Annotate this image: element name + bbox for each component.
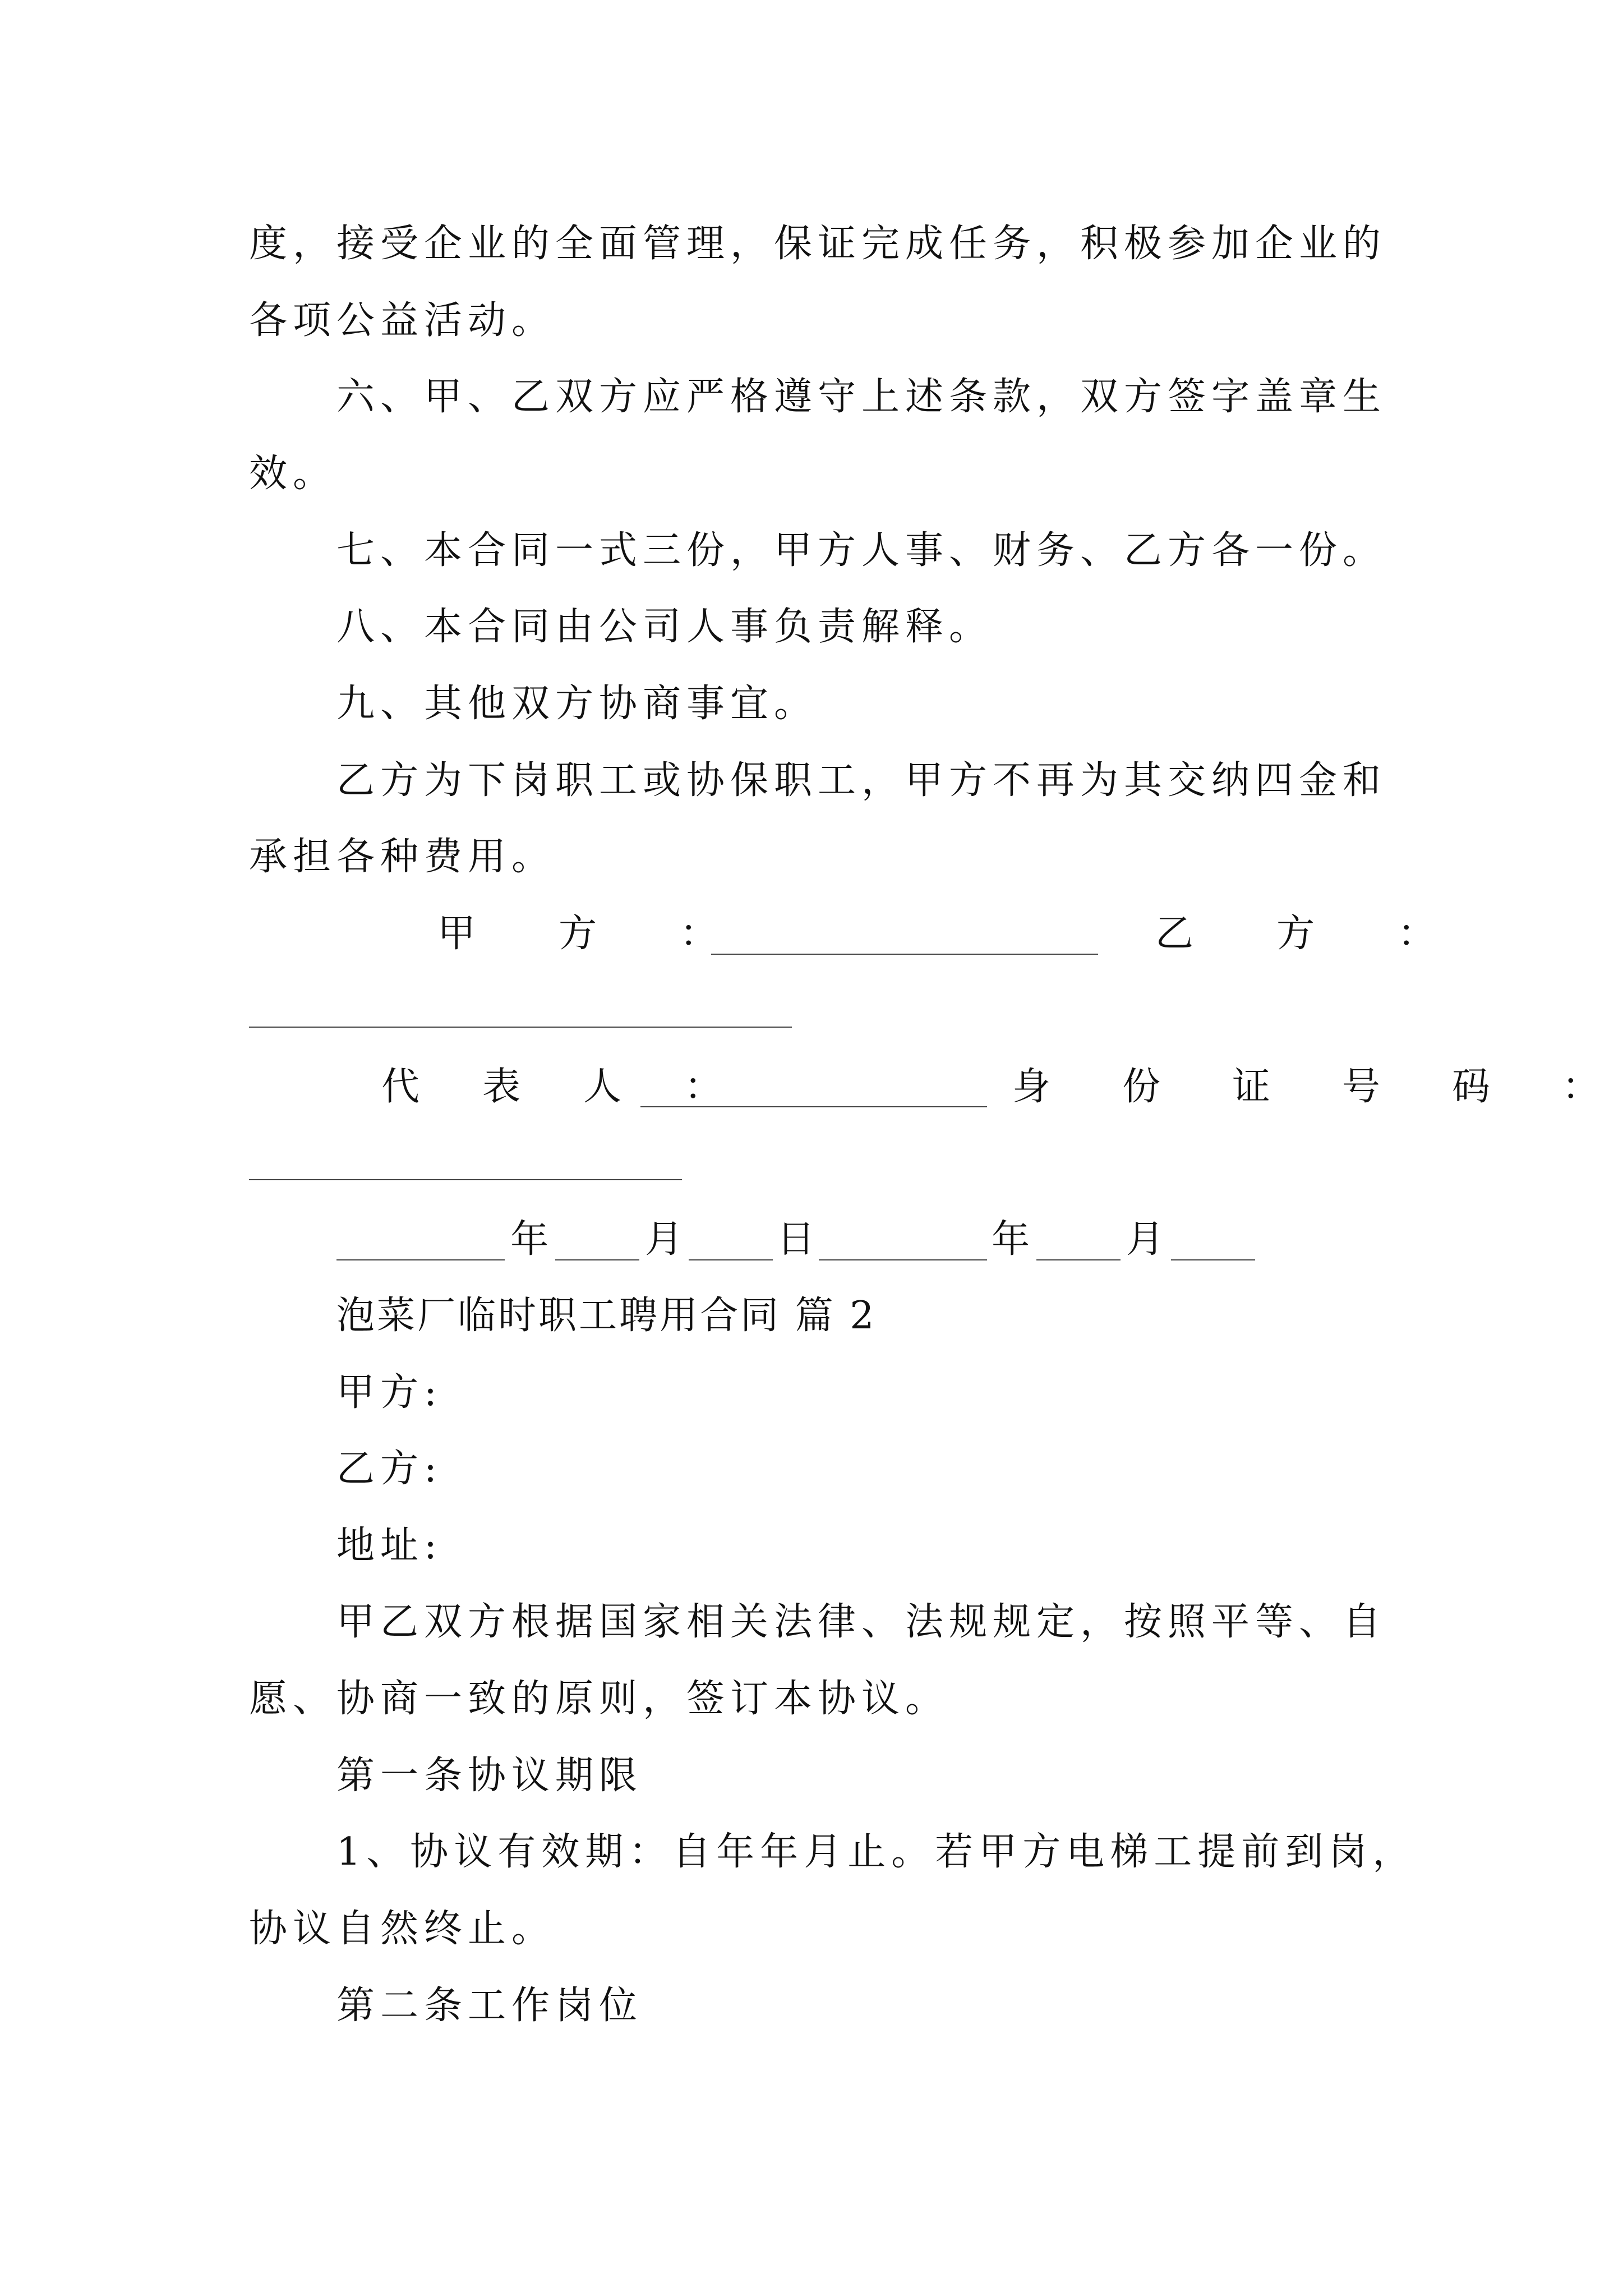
party-b-label: 乙 方 ：	[1155, 912, 1459, 956]
paragraph-line: 九、其他双方协商事宜。	[336, 682, 818, 726]
paragraph-line: 度，接受企业的全面管理，保证完成任务，积极参加企业的	[249, 222, 1387, 266]
date-year-label: 年	[992, 1217, 1030, 1262]
date-day-blank	[1171, 1259, 1255, 1260]
date-day-blank	[689, 1259, 773, 1260]
paragraph-line: 乙方为下岗职工或协保职工，甲方不再为其交纳四金和	[336, 758, 1387, 803]
date-year-blank	[819, 1259, 987, 1260]
party-b-field: 乙方:	[336, 1447, 442, 1491]
id-number-line	[249, 1179, 682, 1180]
section-title: 泡菜厂临时职工聘用合同 篇 2	[336, 1294, 877, 1338]
paragraph-line: 七、本合同一式三份，甲方人事、财务、乙方各一份。	[336, 528, 1387, 573]
representative-label: 代 表 人 ：	[381, 1065, 735, 1109]
paragraph-line: 各项公益活动。	[249, 298, 556, 343]
date-month-blank	[555, 1259, 639, 1260]
representative-signature-line	[640, 1106, 987, 1107]
date-year-label: 年	[510, 1217, 549, 1262]
party-a-label: 甲 方 ：	[437, 912, 741, 956]
party-a-field: 甲方:	[336, 1370, 442, 1415]
paragraph-line: 八、本合同由公司人事负责解释。	[336, 605, 993, 649]
paragraph-line: 承担各种费用。	[249, 835, 556, 879]
date-year-blank	[336, 1259, 505, 1260]
address-field: 地址:	[336, 1524, 442, 1568]
party-b-signature-line	[249, 1027, 792, 1028]
id-number-label: 身 份 证 号 码 ：	[1012, 1065, 1617, 1109]
paragraph-line: 协议自然终止。	[249, 1907, 556, 1951]
paragraph-line: 愿、协商一致的原则，签订本协议。	[249, 1677, 949, 1721]
article-heading: 第一条协议期限	[336, 1754, 643, 1798]
paragraph-line: 甲乙双方根据国家相关法律、法规规定，按照平等、自	[336, 1600, 1387, 1644]
date-month-label: 月	[1126, 1217, 1165, 1262]
party-a-signature-line	[711, 954, 1098, 955]
date-day-label: 日	[777, 1217, 815, 1262]
paragraph-line: 1、协议有效期：自年年月止。若甲方电梯工提前到岗，	[336, 1830, 1417, 1874]
date-month-blank	[1036, 1259, 1121, 1260]
article-heading: 第二条工作岗位	[336, 1984, 643, 2028]
date-month-label: 月	[645, 1217, 684, 1262]
paragraph-line: 效。	[249, 452, 337, 496]
paragraph-line: 六、甲、乙双方应严格遵守上述条款，双方签字盖章生	[336, 375, 1387, 419]
